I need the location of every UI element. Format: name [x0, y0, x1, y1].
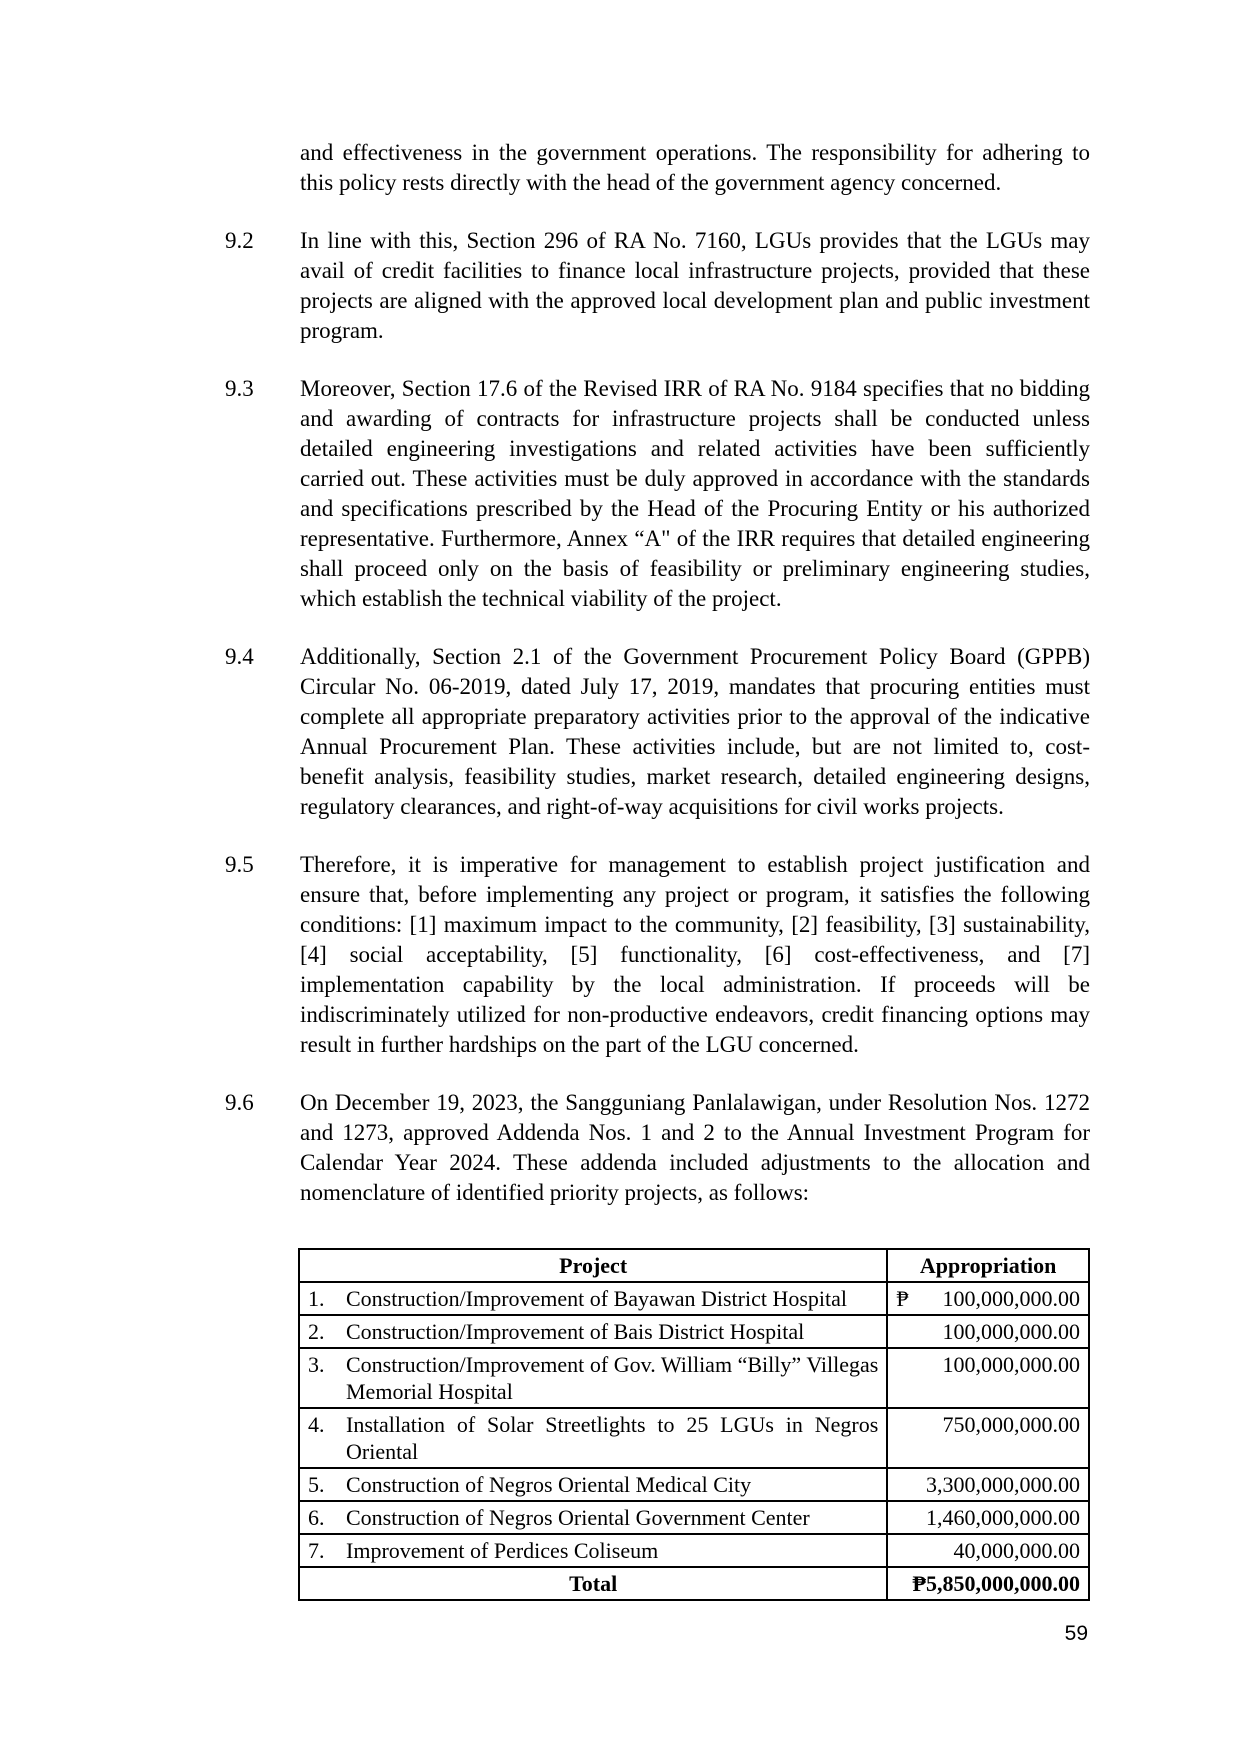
row-number: 7.	[308, 1538, 325, 1563]
paragraph-text: Moreover, Section 17.6 of the Revised IRR of RA No. 9184 specifies that no bidding and awarding of contracts for infrastructure projects shall be conducted unless detailed engineering investigations and related activities have been sufficiently carried out. These activities must be duly approved in accordance with the standards and specifications prescribed by the Head of the Procuring Entity or his authorized representative. Furthermore, Annex “A" of the IRR requires that detailed engineering shall proceed only on the basis of feasibility or preliminary engineering studies, which establish the technical viability of the project.	[300, 376, 1090, 611]
paragraph-number	[225, 138, 300, 198]
project-name: Construction/Improvement of Gov. William “Billy” Villegas Memorial Hospital	[346, 1352, 879, 1404]
currency-symbol: ₱	[896, 1286, 909, 1311]
table-row	[299, 1348, 1089, 1408]
paragraph-number: 9.2	[225, 228, 254, 253]
table-row	[299, 1408, 1089, 1468]
paragraph-text: Additionally, Section 2.1 of the Government Procurement Policy Board (GPPB) Circular No. 06-2019, dated July 17, 2019, mandates that procuring entities must complete all appropriate preparatory activities prior to the approval of the indicative Annual Procurement Plan. These activities include, but are not limited to, cost-benefit analysis, feasibility studies, market research, detailed engineering designs, regulatory clearances, and right-of-way acquisitions for civil works projects.	[300, 644, 1090, 819]
paragraph-number: 9.4	[225, 644, 254, 669]
table-row	[299, 1534, 1089, 1567]
paragraph-number: 9.6	[225, 1090, 254, 1115]
project-name: Construction of Negros Oriental Medical City	[346, 1472, 752, 1497]
appropriation-amount: 100,000,000.00	[942, 1352, 1080, 1377]
row-number: 2.	[308, 1319, 325, 1344]
total-amount: ₱5,850,000,000.00	[887, 1567, 1089, 1600]
paragraph-text: On December 19, 2023, the Sangguniang Panlalawigan, under Resolution Nos. 1272 and 1273, approved Addenda Nos. 1 and 2 to the Annual Investment Program for Calendar Year 2024. These addenda included adjustments to the allocation and nomenclature of identified priority projects, as follows:	[300, 1090, 1090, 1205]
page-number: 59	[1064, 1622, 1088, 1645]
project-name: Construction/Improvement of Bais District Hospital	[346, 1319, 805, 1344]
table-row	[299, 1282, 1089, 1315]
paragraph-text: Therefore, it is imperative for management to establish project justification and ensure that, before implementing any project or program, it satisfies the following conditions: [1] maximum impact to the community, [2] feasibility, [3] sustainability, [4] social acceptability, [5] functionality, [6] cost-effectiveness, and [7] implementation capability by the local administration. If proceeds will be indiscriminately utilized for non-productive endeavors, credit financing options may result in further hardships on the part of the LGU concerned.	[300, 852, 1090, 1057]
paragraph-text: and effectiveness in the government operations. The responsibility for adhering to this policy rests directly with the head of the government agency concerned.	[300, 140, 1090, 195]
project-name: Construction/Improvement of Bayawan District Hospital	[346, 1286, 848, 1311]
document-body	[225, 138, 1090, 1601]
paragraph-intro	[225, 138, 1090, 198]
column-header-appropriation: Appropriation	[887, 1249, 1089, 1282]
appropriation-amount: 750,000,000.00	[942, 1412, 1080, 1437]
paragraph-number: 9.3	[225, 376, 254, 401]
table-total-row	[299, 1567, 1089, 1600]
paragraph-9-3	[225, 374, 1090, 614]
column-header-project: Project	[299, 1249, 887, 1282]
appropriation-table	[298, 1248, 1090, 1601]
appropriation-amount: 40,000,000.00	[953, 1538, 1080, 1563]
paragraph-9-2	[225, 226, 1090, 346]
appropriation-amount: 1,460,000,000.00	[926, 1505, 1080, 1530]
project-name: Installation of Solar Streetlights to 25 LGUs in Negros Oriental	[346, 1412, 879, 1464]
table-row	[299, 1315, 1089, 1348]
paragraph-9-4	[225, 642, 1090, 822]
total-label: Total	[299, 1567, 887, 1600]
row-number: 6.	[308, 1505, 325, 1530]
appropriation-amount: 100,000,000.00	[942, 1319, 1080, 1344]
table-row	[299, 1501, 1089, 1534]
row-number: 1.	[308, 1286, 325, 1311]
table-row	[299, 1468, 1089, 1501]
project-name: Improvement of Perdices Coliseum	[346, 1538, 659, 1563]
row-number: 5.	[308, 1472, 325, 1497]
paragraph-9-6	[225, 1088, 1090, 1208]
appropriation-amount: 100,000,000.00	[942, 1286, 1080, 1311]
row-number: 3.	[308, 1352, 325, 1377]
appropriation-amount: 3,300,000,000.00	[926, 1472, 1080, 1497]
row-number: 4.	[308, 1412, 325, 1437]
paragraph-9-5	[225, 850, 1090, 1060]
project-name: Construction of Negros Oriental Government Center	[346, 1505, 810, 1530]
paragraph-text: In line with this, Section 296 of RA No. 7160, LGUs provides that the LGUs may avail of credit facilities to finance local infrastructure projects, provided that these projects are aligned with the approved local development plan and public investment program.	[300, 228, 1090, 343]
paragraph-number: 9.5	[225, 852, 254, 877]
table-header-row	[299, 1249, 1089, 1282]
